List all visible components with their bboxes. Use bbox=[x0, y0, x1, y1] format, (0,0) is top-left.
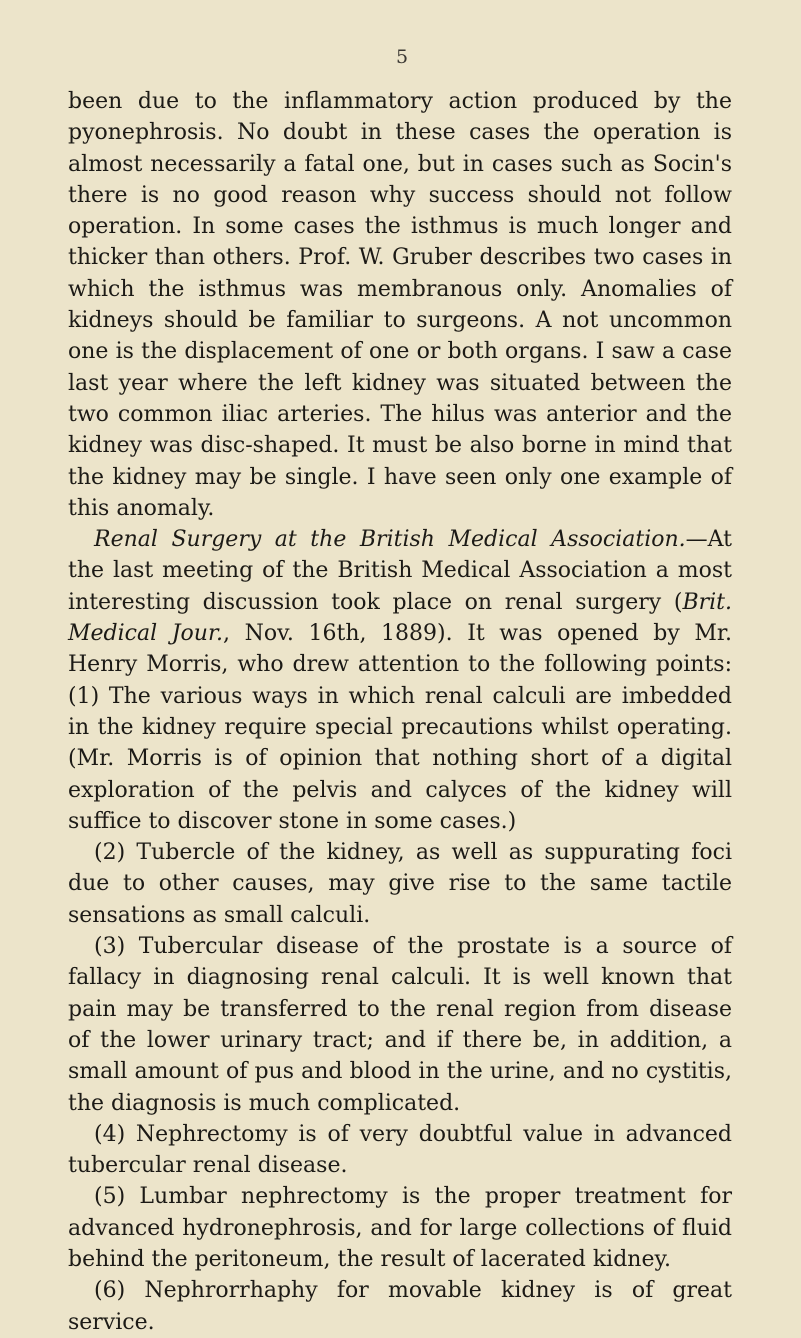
section-heading: Renal Surgery at the British Medical Association. bbox=[94, 527, 686, 553]
paragraph-point-4: (4) Nephrectomy is of very doubtful value in advanced tubercular renal disease. bbox=[68, 1121, 732, 1179]
journal-reference: Brit. Medical Jour. bbox=[68, 589, 732, 647]
paragraph-point-6: (6) Nephrorrhaphy for movable kidney is of great service. bbox=[68, 1278, 732, 1335]
paragraph-point-3: (3) Tubercular disease of the prostate is a source of fallacy in diagnosing renal calculi. It is well known that pain may be transferred to the renal region from disease of the lower urinary tract; and if there be, in addition, a small amount of pus and blood in the urine, and no cystitis, the diagnosis is much complicated. bbox=[68, 934, 732, 1116]
paragraph-text: , Nov. 16th, 1889). It was opened by Mr. Henry Morris, who drew attention to the following points: (1) The various ways in which renal calculi are imbedded in the kidney require special precautions whilst operating. (Mr. Morris is of opinion that nothing short of a digital exploration of the pelvis and calyces of the kidney will suffice to discover stone in some cases.) bbox=[68, 621, 732, 834]
body-text bbox=[68, 86, 732, 1338]
paragraph-point-5: (5) Lumbar nephrectomy is the proper treatment for advanced hydronephrosis, and for large collections of fluid behind the peritoneum, the result of lacerated kidney. bbox=[68, 1184, 732, 1272]
paragraph-point-2: (2) Tubercle of the kidney, as well as suppurating foci due to other causes, may give rise to the same tactile sensations as small calculi. bbox=[68, 840, 732, 928]
paragraph-continuation: been due to the inflammatory action produced by the pyonephrosis. No doubt in these cases the operation is almost necessarily a fatal one, but in cases such as Socin's there is no good reason why success should not follow operation. In some cases the isthmus is much longer and thicker than others. Prof. W. Gruber describes two cases in which the isthmus was membranous only. Anomalies of kidneys should be familiar to surgeons. A not uncommon one is the displacement of one or both organs. I saw a case last year where the left kidney was situated between the two common iliac arteries. The hilus was anterior and the kidney was disc-shaped. It must be also borne in mind that the kidney may be single. I have seen only one example of this anomaly. bbox=[68, 89, 732, 521]
paragraph-text: —At the last meeting of the British Medical Association a most interesting discussion took place on renal surgery ( bbox=[68, 527, 732, 615]
page-number: 5 bbox=[395, 46, 409, 68]
paragraph-renal-surgery bbox=[68, 524, 732, 837]
